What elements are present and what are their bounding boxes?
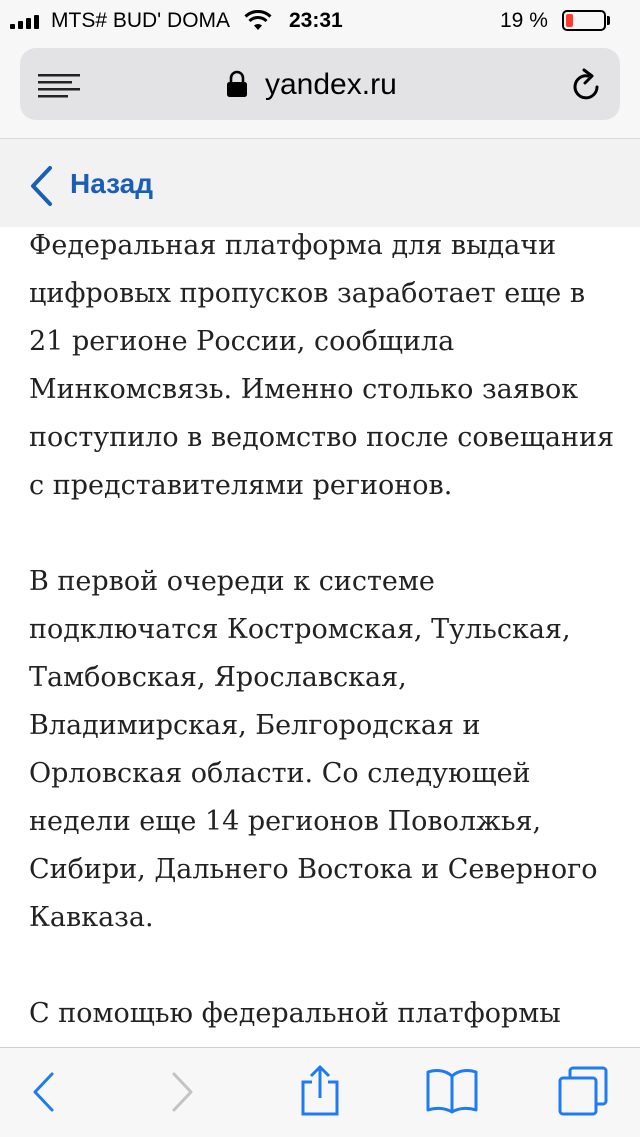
battery-percent: 19 %: [500, 9, 548, 32]
article-body: [29, 222, 619, 1086]
back-arrow-icon[interactable]: [30, 1070, 56, 1114]
share-icon[interactable]: [299, 1064, 341, 1116]
article-paragraph: С помощью федеральной платформы: [29, 998, 561, 1029]
tabs-icon[interactable]: [558, 1066, 608, 1116]
chevron-left-icon[interactable]: [28, 165, 54, 207]
url-domain[interactable]: yandex.ru: [265, 68, 397, 101]
carrier-name: MTS# BUD' DOMA: [51, 9, 231, 32]
battery-icon: [562, 10, 606, 31]
bookmarks-icon[interactable]: [426, 1068, 478, 1114]
forward-arrow-icon[interactable]: [170, 1070, 196, 1114]
wifi-icon: [244, 10, 272, 32]
signal-icon: [10, 13, 39, 29]
battery-tip: [607, 16, 610, 25]
lock-icon: [226, 70, 248, 98]
article-paragraph: В первой очереди к системе подключатся Костромская, Тульская, Тамбовская, Ярославская, Владимирская, Белгородская и Орловская области. Со следующей недели еще 14 регионов Поволжья, Сибири, Дальнего Востока и Северного Кавказа.: [29, 566, 598, 933]
back-link[interactable]: Назад: [70, 168, 154, 199]
reader-view-icon[interactable]: [38, 74, 80, 98]
battery-level: [566, 14, 573, 27]
article-paragraph: Федеральная платформа для выдачи цифровых пропусков заработает еще в 21 регионе России, сообщила Минкомсвязь. Именно столько заявок поступило в ведомство после совещания с представителями регионов.: [29, 230, 614, 501]
back-navigation-bar: [0, 139, 640, 227]
browser-address-area: [0, 40, 640, 139]
reload-icon[interactable]: [570, 66, 604, 102]
browser-toolbar: [0, 1047, 640, 1137]
clock: 23:31: [289, 9, 343, 32]
address-bar[interactable]: [20, 48, 620, 120]
status-bar: [0, 0, 640, 40]
